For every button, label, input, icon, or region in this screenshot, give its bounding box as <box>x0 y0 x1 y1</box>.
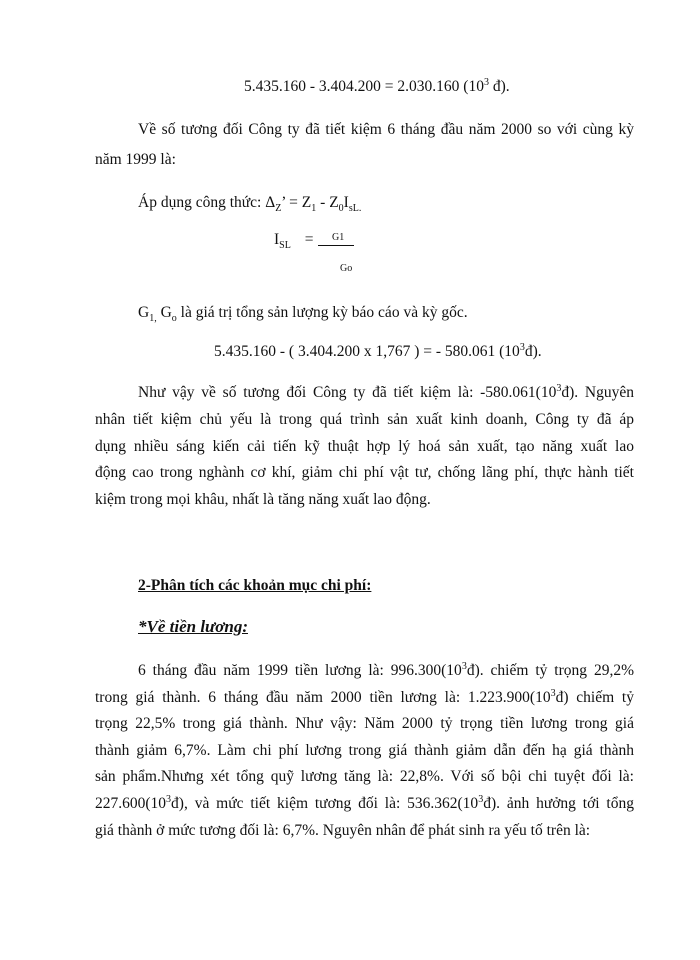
para3-line7: giá thành ở mức tương đối là: 6,7%. Nguyên nhân để phát sinh ra yếu tố trên là: <box>95 822 591 839</box>
subsection-heading: *Về tiền lương: <box>138 617 248 636</box>
para2-line4: động cao trong nghành cơ khí, giảm chi phí vật tư, chống lãng phí, thực hành tiết <box>95 464 634 481</box>
fraction-numerator: G1 <box>332 232 345 243</box>
paragraph-relative-line2: năm 1999 là: <box>95 151 176 168</box>
para3-line4: thành giảm 6,7%. Làm chi phí lương trong giá thành giảm dẫn đến hạ giá thành <box>95 742 634 759</box>
calc-unit: đ). <box>488 78 510 95</box>
fraction-denominator: Go <box>340 263 353 274</box>
g-definition: $G_{1,}$ $G_o$ là giá trị tổng sản lượng kỳ báo cáo và kỳ gốc. <box>138 304 468 325</box>
section-heading: 2-Phân tích các khoản mục chi phí: <box>138 577 372 594</box>
para3-line2: trong giá thành. 6 tháng đầu năm 2000 tiền lương là: $1.223.900(10^3đ)$ chiếm tỷ <box>95 687 634 706</box>
para2-line1: Như vậy về số tương đối Công ty đã tiết kiệm là: $-580.061(10^3đ)$. Nguyên <box>138 382 634 401</box>
calc-text: 5.435.160 - 3.404.200 = 2.030.160 (10 <box>244 78 484 95</box>
formula-line: Áp dụng công thức: $\Delta_Z$’ = $Z_1 - Z_0I_{sL.}$ <box>138 194 362 215</box>
fraction-bar <box>318 245 354 246</box>
para3-line3: trọng 22,5% trong giá thành. Như vậy: Năm 2000 tỷ trọng tiền lương trong giá <box>95 715 634 732</box>
para3-line5: sản phẩm.Nhưng xét tổng quỹ lương tăng là: 22,8%. Với số bội chi tuyệt đối là: <box>95 768 634 785</box>
calculation-absolute <box>244 77 510 97</box>
para2-line3: dụng nhiều sáng kiến cải tiến kỹ thuật hợp lý hoá sản xuất, tạo năng xuất lao <box>95 438 634 455</box>
para2-line2: nhân tiết kiệm chủ yếu là trong quá trình sản xuất kinh doanh, Công ty đã áp <box>95 411 634 428</box>
para2-line5: kiệm trong mọi khâu, nhất là tăng năng xuất lao động. <box>95 491 431 508</box>
calculation-relative: 5.435.160 - ( 3.404.200 x 1,767 ) = - 580.061 $(10^3đ)$. <box>214 341 542 360</box>
para3-line6: $227.600(10^3đ)$, và mức tiết kiệm tương đối là: $536.362(10^3đ)$. ảnh hưởng tới tổng <box>95 793 634 812</box>
calc-exponent: 3 <box>483 76 489 88</box>
paragraph-relative-line1: Về số tương đối Công ty đã tiết kiệm 6 tháng đầu năm 2000 so với cùng kỳ <box>138 121 634 138</box>
para3-line1: 6 tháng đầu năm 1999 tiền lương là: $996.300(10^3đ)$. chiếm tỷ trọng 29,2% <box>138 660 634 679</box>
isl-label: $I_{SL}$ = <box>274 231 314 252</box>
